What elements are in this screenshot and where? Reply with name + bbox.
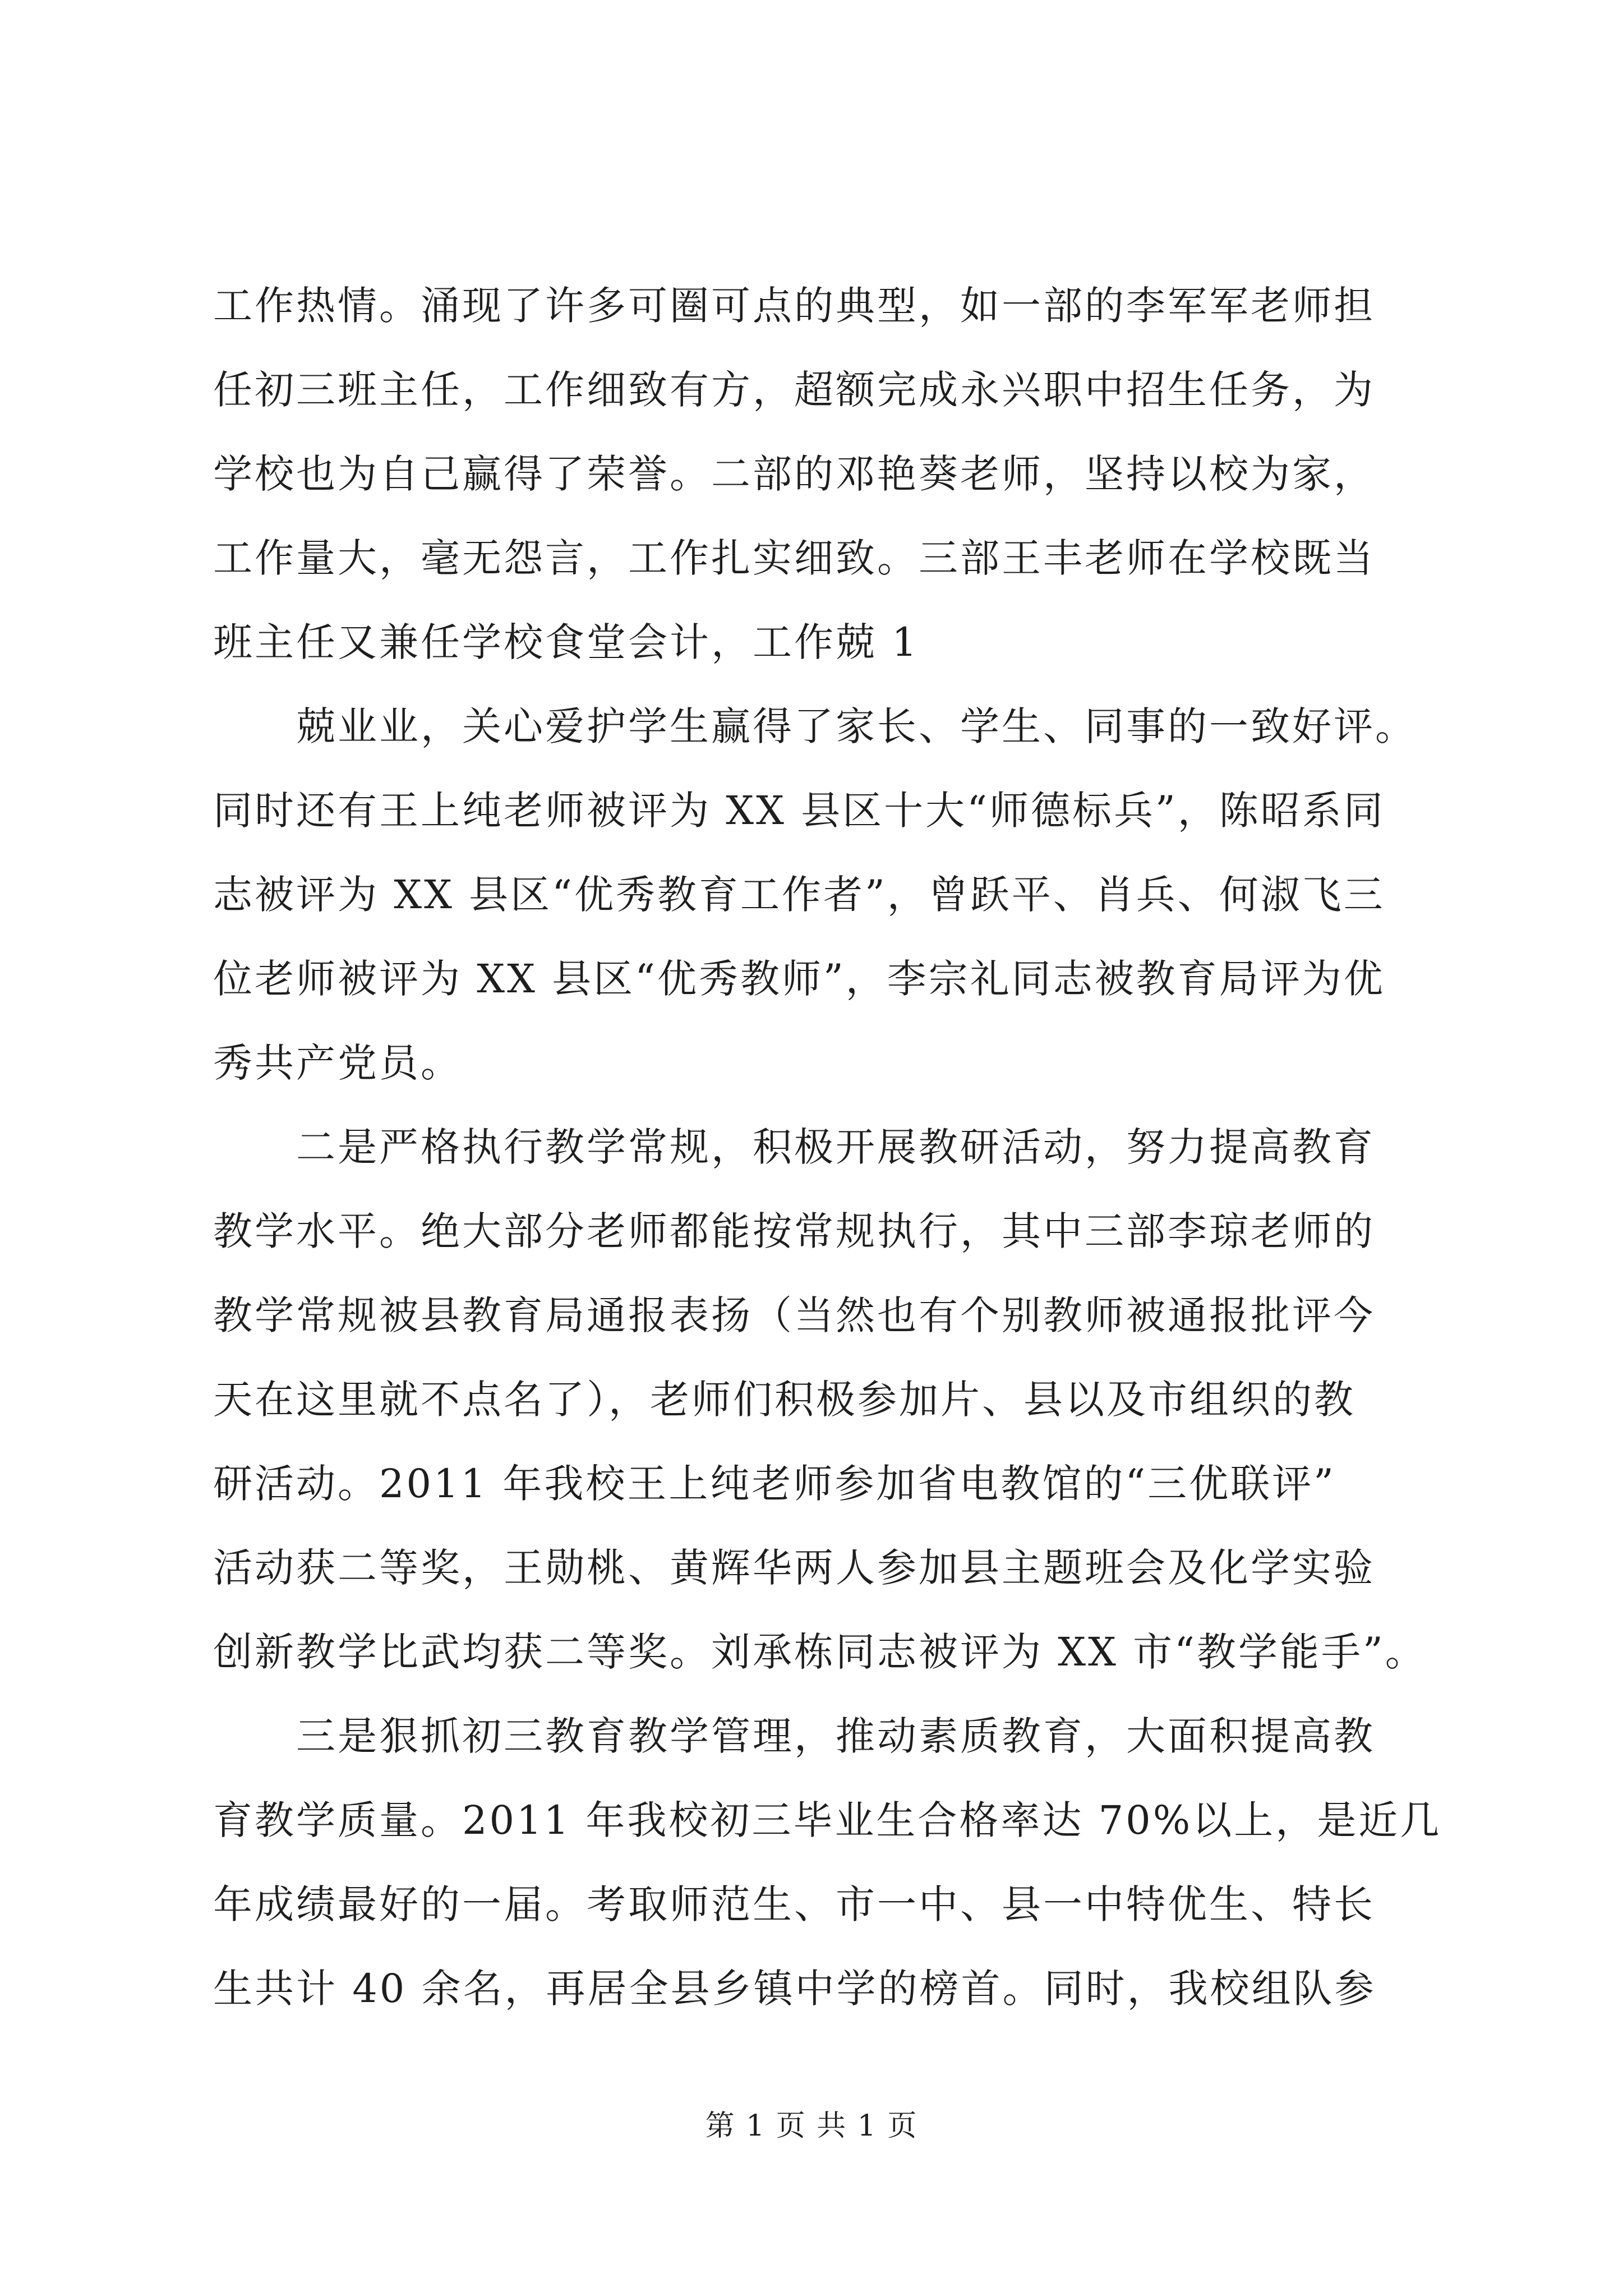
text-line: 同时还有王上纯老师被评为 XX 县区十大“师德标兵”，陈昭系同 <box>213 788 1385 834</box>
text-line: 创新教学比武均获二等奖。刘承栋同志被评为 XX 市“教学能手”。 <box>213 1629 1427 1675</box>
paragraph-first-line: 三是狠抓初三教育教学管理，推动素质教育，大面积提高教 <box>296 1713 1375 1759</box>
text-line: 教学常规被县教育局通报表扬（当然也有个别教师被通报批评今 <box>213 1292 1375 1338</box>
text-line: 育教学质量。2011 年我校初三毕业生合格率达 70%以上，是近几 <box>213 1797 1442 1843</box>
text-line: 工作量大，毫无怨言，工作扎实细致。三部王丰老师在学校既当 <box>213 535 1375 581</box>
text-line: 天在这里就不点名了），老师们积极参加片、县以及市组织的教 <box>213 1377 1355 1423</box>
paragraph-first-line: 兢业业，关心爱护学生赢得了家长、学生、同事的一致好评。 <box>296 703 1417 749</box>
text-line: 志被评为 XX 县区“优秀教育工作者”，曾跃平、肖兵、何淑飞三 <box>213 872 1385 918</box>
text-line: 生共计 40 余名，再居全县乡镇中学的榜首。同时，我校组队参 <box>213 1966 1376 2012</box>
text-line: 教学水平。绝大部分老师都能按常规执行，其中三部李琼老师的 <box>213 1208 1375 1254</box>
text-line: 位老师被评为 XX 县区“优秀教师”，李宗礼同志被教育局评为优 <box>213 956 1385 1002</box>
text-line: 研活动。2011 年我校王上纯老师参加省电教馆的“三优联评” <box>213 1461 1336 1507</box>
text-line: 活动获二等奖，王勋桃、黄辉华两人参加县主题班会及化学实验 <box>213 1545 1375 1591</box>
text-line: 任初三班主任，工作细致有方，超额完成永兴职中招生任务，为 <box>213 367 1375 413</box>
text-line: 班主任又兼任学校食堂会计，工作兢 1 <box>213 619 919 665</box>
text-line: 学校也为自己赢得了荣誉。二部的邓艳葵老师，坚持以校为家， <box>213 451 1375 497</box>
text-line: 年成绩最好的一届。考取师范生、市一中、县一中特优生、特长 <box>213 1881 1375 1927</box>
page-footer: 第 1 页 共 1 页 <box>705 2109 918 2143</box>
text-line: 秀共产党员。 <box>213 1040 462 1086</box>
paragraph-first-line: 二是严格执行教学常规，积极开展教研活动，努力提高教育 <box>296 1124 1375 1170</box>
text-line: 工作热情。涌现了许多可圈可点的典型，如一部的李军军老师担 <box>213 283 1375 329</box>
body-text <box>213 264 1481 2031</box>
